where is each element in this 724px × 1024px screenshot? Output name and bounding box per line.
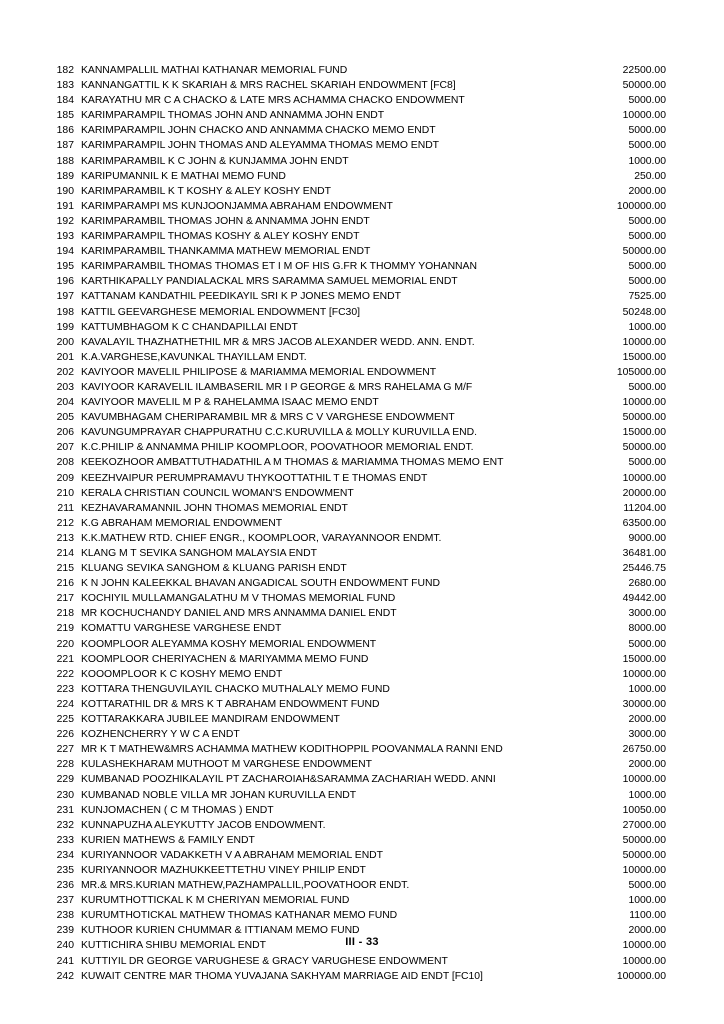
row-number: 220 (56, 638, 74, 650)
row-number: 240 (56, 940, 74, 952)
row-number: 217 (56, 593, 74, 605)
row-number: 211 (57, 502, 74, 514)
row-number: 208 (56, 457, 74, 469)
endowment-name: KARIMPARAMPIL JOHN CHACKO AND ANNAMMA CHACKO MEMO ENDT (81, 125, 436, 137)
row-number: 187 (56, 140, 74, 152)
table-row (48, 637, 667, 652)
endowment-amount: 10000.00 (622, 864, 666, 876)
row-number: 232 (56, 819, 74, 831)
row-number: 182 (56, 65, 74, 76)
endowment-listing (48, 63, 666, 984)
endowment-amount: 5000.00 (628, 638, 666, 650)
endowment-name: K.G ABRAHAM MEMORIAL ENDOWMENT (81, 517, 283, 529)
endowment-name: KANNANGATTIL K K SKARIAH & MRS RACHEL SKARIAH ENDOWMENT [FC8] (81, 80, 456, 92)
endowment-amount: 1000.00 (628, 155, 666, 167)
row-number: 202 (56, 366, 74, 378)
endowment-amount: 30000.00 (622, 698, 666, 710)
endowment-name: KURUMTHOTICKAL MATHEW THOMAS KATHANAR MEMO FUND (81, 910, 398, 922)
endowment-name: KOMATTU VARGHESE VARGHESE ENDT (81, 623, 282, 635)
endowment-amount: 5000.00 (628, 231, 666, 243)
endowment-amount: 10000.00 (622, 668, 666, 680)
endowment-name: KUTTICHIRA SHIBU MEMORIAL ENDT (81, 940, 266, 952)
endowment-name: MR KOCHUCHANDY DANIEL AND MRS ANNAMMA DANIEL ENDT (81, 608, 397, 620)
endowment-amount: 50248.00 (622, 306, 666, 318)
row-number: 196 (56, 276, 74, 288)
row-number: 194 (56, 246, 74, 258)
endowment-amount: 49442.00 (622, 593, 666, 605)
table-row (48, 440, 667, 455)
endowment-amount: 5000.00 (628, 215, 666, 227)
endowment-name: KAVUMBHAGAM CHERIPARAMBIL MR & MRS C V VARGHESE ENDOWMENT (81, 412, 455, 424)
table-row (48, 697, 667, 712)
row-number: 199 (56, 321, 74, 333)
endowment-name: KAVIYOOR KARAVELIL ILAMBASERIL MR I P GEORGE & MRS RAHELAMA G M/F (81, 381, 473, 393)
endowment-amount: 10000.00 (622, 940, 666, 952)
endowment-amount: 11204.00 (623, 502, 666, 514)
row-number: 213 (56, 532, 74, 544)
endowment-amount: 105000.00 (616, 366, 666, 378)
row-number: 206 (56, 427, 74, 439)
table-row (48, 803, 667, 818)
endowment-name: KANNAMPALLIL MATHAI KATHANAR MEMORIAL FUND (81, 65, 348, 76)
endowment-amount: 15000.00 (622, 351, 666, 363)
endowment-name: KERALA CHRISTIAN COUNCIL WOMAN'S ENDOWMENT (81, 487, 354, 499)
endowment-amount: 5000.00 (628, 95, 666, 107)
endowment-name: KEZHAVARAMANNIL JOHN THOMAS MEMORIAL ENDT (81, 502, 348, 514)
endowment-name: KUTTIYIL DR GEORGE VARUGHESE & GRACY VARUGHESE ENDOWMENT (81, 955, 448, 967)
endowment-amount: 100000.00 (616, 970, 666, 982)
table-row (48, 501, 667, 516)
endowment-amount: 5000.00 (628, 880, 666, 892)
table-row (48, 757, 667, 772)
endowment-name: KARIMPARAMPIL THOMAS JOHN AND ANNAMMA JOHN ENDT (81, 110, 385, 122)
table-row (48, 335, 667, 350)
endowment-amount: 15000.00 (622, 427, 666, 439)
endowment-name: KARIMPARAMBIL THOMAS THOMAS ET I M OF HIS G.FR K THOMMY YOHANNAN (81, 261, 477, 273)
table-row (48, 954, 667, 969)
endowment-amount: 10050.00 (622, 804, 666, 816)
endowment-amount: 50000.00 (622, 834, 666, 846)
row-number: 229 (56, 774, 74, 786)
endowment-name: K.K.MATHEW RTD. CHIEF ENGR., KOOMPLOOR, VARAYANNOOR ENDMT. (81, 532, 442, 544)
endowment-name: KUMBANAD NOBLE VILLA MR JOHAN KURUVILLA ENDT (81, 789, 357, 801)
endowment-name: KOTTARATHIL DR & MRS K T ABRAHAM ENDOWMENT FUND (81, 698, 380, 710)
table-row (48, 63, 667, 78)
row-number: 193 (56, 231, 74, 243)
row-number: 200 (56, 336, 74, 348)
table-row (48, 833, 667, 848)
endowment-name: KARIMPARAMPIL THOMAS KOSHY & ALEY KOSHY ENDT (81, 231, 360, 243)
endowment-amount: 2680.00 (628, 578, 666, 590)
endowment-name: KARIMPARAMBIL K T KOSHY & ALEY KOSHY ENDT (81, 185, 331, 197)
table-row (48, 621, 667, 636)
table-row (48, 78, 667, 93)
endowment-name: KOOOMPLOOR K C KOSHY MEMO ENDT (81, 668, 283, 680)
row-number: 230 (56, 789, 74, 801)
table-row (48, 652, 667, 667)
endowment-amount: 100000.00 (616, 200, 666, 212)
row-number: 241 (56, 955, 74, 967)
endowment-amount: 50000.00 (622, 442, 666, 454)
table-row (48, 863, 667, 878)
table-row (48, 788, 667, 803)
table-row (48, 727, 667, 742)
endowment-name: KUNJOMACHEN ( C M THOMAS ) ENDT (81, 804, 274, 816)
row-number: 216 (56, 578, 74, 590)
endowment-amount: 10000.00 (622, 336, 666, 348)
row-number: 184 (56, 95, 74, 107)
endowment-name: KOZHENCHERRY Y W C A ENDT (81, 729, 240, 741)
endowment-amount: 3000.00 (628, 608, 666, 620)
endowment-name: MR K T MATHEW&MRS ACHAMMA MATHEW KODITHOPPIL POOVANMALA RANNI END (81, 744, 503, 756)
table-row (48, 561, 667, 576)
row-number: 209 (56, 472, 74, 484)
endowment-name: KARIPUMANNIL K E MATHAI MEMO FUND (81, 170, 286, 182)
endowment-name: KATTUMBHAGOM K C CHANDAPILLAI ENDT (81, 321, 298, 333)
row-number: 226 (56, 729, 74, 741)
table-row (48, 667, 667, 682)
endowment-amount: 22500.00 (622, 65, 666, 76)
row-number: 231 (56, 804, 74, 816)
endowment-name: KARIMPARAMBIL K C JOHN & KUNJAMMA JOHN ENDT (81, 155, 349, 167)
endowment-amount: 26750.00 (622, 744, 666, 756)
endowment-name: KURIYANNOOR MAZHUKKEETTETHU VINEY PHILIP ENDT (81, 864, 366, 876)
row-number: 239 (56, 925, 74, 937)
endowment-amount: 36481.00 (622, 548, 666, 559)
endowment-amount: 10000.00 (622, 397, 666, 409)
table-row (48, 682, 667, 697)
row-number: 185 (56, 110, 74, 122)
endowment-amount: 63500.00 (622, 517, 666, 529)
row-number: 238 (56, 910, 74, 922)
row-number: 195 (56, 261, 74, 273)
table-row (48, 848, 667, 863)
table-row (48, 244, 667, 259)
row-number: 224 (56, 698, 74, 710)
endowment-amount: 5000.00 (628, 381, 666, 393)
endowment-amount: 20000.00 (622, 487, 666, 499)
table-row (48, 229, 667, 244)
endowment-name: KARIMPARAMBIL THANKAMMA MATHEW MEMORIAL ENDT (81, 246, 371, 258)
endowment-name: KUWAIT CENTRE MAR THOMA YUVAJANA SAKHYAM MARRIAGE AID ENDT [FC10] (81, 970, 483, 982)
endowment-name: KAVIYOOR MAVELIL PHILIPOSE & MARIAMMA MEMORIAL ENDOWMENT (81, 366, 437, 378)
endowment-amount: 10000.00 (622, 774, 666, 786)
endowment-amount: 50000.00 (622, 80, 666, 92)
table-row (48, 516, 667, 531)
endowment-name: KOCHIYIL MULLAMANGALATHU M V THOMAS MEMORIAL FUND (81, 593, 396, 605)
row-number: 203 (56, 381, 74, 393)
endowment-amount: 1100.00 (629, 910, 666, 922)
table-row (48, 380, 667, 395)
table-row (48, 531, 667, 546)
endowment-name: KAVUNGUMPRAYAR CHAPPURATHU C.C.KURUVILLA & MOLLY KURUVILLA END. (81, 427, 477, 439)
table-row (48, 184, 667, 199)
endowment-name: K.C.PHILIP & ANNAMMA PHILIP KOOMPLOOR, POOVATHOOR MEMORIAL ENDT. (81, 442, 474, 454)
endowment-amount: 50000.00 (622, 246, 666, 258)
table-row (48, 712, 667, 727)
table-row (48, 365, 667, 380)
endowment-amount: 1000.00 (628, 789, 666, 801)
endowment-name: KOOMPLOOR ALEYAMMA KOSHY MEMORIAL ENDOWMENT (81, 638, 377, 650)
endowment-name: KOTTARA THENGUVILAYIL CHACKO MUTHALALY MEMO FUND (81, 683, 390, 695)
endowment-name: KURIEN MATHEWS & FAMILY ENDT (81, 834, 255, 846)
endowment-amount: 25446.75 (622, 563, 666, 575)
endowment-name: K N JOHN KALEEKKAL BHAVAN ANGADICAL SOUTH ENDOWMENT FUND (81, 578, 440, 590)
table-row (48, 199, 667, 214)
endowment-amount: 15000.00 (622, 653, 666, 665)
endowment-name: KOTTARAKKARA JUBILEE MANDIRAM ENDOWMENT (81, 714, 340, 726)
row-number: 235 (56, 864, 74, 876)
endowment-name: K.A.VARGHESE,KAVUNKAL THAYILLAM ENDT. (81, 351, 307, 363)
table-row (48, 591, 667, 606)
row-number: 221 (56, 653, 74, 665)
endowment-name: KURUMTHOTTICKAL K M CHERIYAN MEMORIAL FUND (81, 895, 350, 907)
endowment-amount: 5000.00 (628, 457, 666, 469)
endowment-name: KUMBANAD POOZHIKALAYIL PT ZACHAROIAH&SARAMMA ZACHARIAH WEDD. ANNI (81, 774, 496, 786)
endowment-name: KLUANG SEVIKA SANGHOM & KLUANG PARISH ENDT (81, 563, 347, 575)
table-row (48, 576, 667, 591)
row-number: 242 (56, 970, 74, 982)
page-footer: III - 33 (345, 936, 379, 948)
table-row (48, 471, 667, 486)
endowment-amount: 2000.00 (628, 925, 666, 937)
table-row (48, 289, 667, 304)
row-number: 191 (56, 200, 74, 212)
table-row (48, 818, 667, 833)
endowment-amount: 5000.00 (628, 276, 666, 288)
endowment-name: KARIMPARAMPI MS KUNJOONJAMMA ABRAHAM ENDOWMENT (81, 200, 393, 212)
table-row (48, 214, 667, 229)
row-number: 225 (56, 714, 74, 726)
table-row (48, 259, 667, 274)
endowment-name: KEEKOZHOOR AMBATTUTHADATHIL A M THOMAS & MARIAMMA THOMAS MEMO ENT (81, 457, 504, 469)
row-number: 201 (56, 351, 74, 363)
row-number: 227 (56, 744, 74, 756)
row-number: 192 (56, 215, 74, 227)
table-row (48, 908, 667, 923)
table-row (48, 772, 667, 787)
row-number: 188 (56, 155, 74, 167)
table-row (48, 123, 667, 138)
endowment-amount: 50000.00 (622, 849, 666, 861)
endowment-amount: 1000.00 (628, 895, 666, 907)
table-row (48, 320, 667, 335)
table-row (48, 606, 667, 621)
endowment-amount: 3000.00 (628, 729, 666, 741)
endowment-amount: 2000.00 (628, 714, 666, 726)
endowment-amount: 1000.00 (628, 683, 666, 695)
endowment-name: KARTHIKAPALLY PANDIALACKAL MRS SARAMMA SAMUEL MEMORIAL ENDT (81, 276, 458, 288)
endowment-amount: 10000.00 (622, 955, 666, 967)
endowment-amount: 2000.00 (628, 185, 666, 197)
row-number: 223 (56, 683, 74, 695)
row-number: 207 (56, 442, 74, 454)
table-row (48, 546, 667, 561)
endowment-name: KUTHOOR KURIEN CHUMMAR & ITTIANAM MEMO FUND (81, 925, 360, 937)
row-number: 219 (56, 623, 74, 635)
endowment-amount: 8000.00 (628, 623, 666, 635)
row-number: 228 (56, 759, 74, 771)
row-number: 237 (56, 895, 74, 907)
table-row (48, 425, 667, 440)
table-row (48, 108, 667, 123)
endowment-amount: 10000.00 (622, 110, 666, 122)
row-number: 198 (56, 306, 74, 318)
table-row (48, 305, 667, 320)
table-row (48, 410, 667, 425)
table-row (48, 350, 667, 365)
endowment-amount: 5000.00 (628, 125, 666, 137)
table-row (48, 893, 667, 908)
table-row (48, 742, 667, 757)
table-row (48, 455, 667, 470)
endowment-name: KARIMPARAMPIL JOHN THOMAS AND ALEYAMMA THOMAS MEMO ENDT (81, 140, 440, 152)
endowment-name: KOOMPLOOR CHERIYACHEN & MARIYAMMA MEMO FUND (81, 653, 369, 665)
row-number: 205 (56, 412, 74, 424)
table-row (48, 93, 667, 108)
table-row (48, 169, 667, 184)
endowment-amount: 10000.00 (622, 472, 666, 484)
endowment-name: KAVIYOOR MAVELIL M P & RAHELAMMA ISAAC MEMO ENDT (81, 397, 379, 409)
row-number: 233 (56, 834, 74, 846)
table-row (48, 154, 667, 169)
row-number: 212 (56, 517, 74, 529)
table-row (48, 969, 667, 984)
row-number: 236 (56, 880, 74, 892)
endowment-amount: 9000.00 (628, 532, 666, 544)
endowment-table-body (48, 63, 667, 984)
row-number: 218 (56, 608, 74, 620)
row-number: 189 (56, 170, 74, 182)
row-number: 183 (56, 80, 74, 92)
endowment-amount: 27000.00 (622, 819, 666, 831)
endowment-amount: 5000.00 (628, 140, 666, 152)
row-number: 222 (56, 668, 74, 680)
endowment-name: KARIMPARAMBIL THOMAS JOHN & ANNAMMA JOHN ENDT (81, 215, 370, 227)
endowment-name: KAVALAYIL THAZHATHETHIL MR & MRS JACOB ALEXANDER WEDD. ANN. ENDT. (81, 336, 475, 348)
endowment-table (48, 63, 667, 984)
row-number: 204 (56, 397, 74, 409)
endowment-amount: 50000.00 (622, 412, 666, 424)
endowment-name: KUNNAPUZHA ALEYKUTTY JACOB ENDOWMENT. (81, 819, 326, 831)
endowment-name: KATTANAM KANDATHIL PEEDIKAYIL SRI K P JONES MEMO ENDT (81, 291, 401, 303)
table-row (48, 138, 667, 153)
row-number: 190 (56, 185, 74, 197)
endowment-name: KARAYATHU MR C A CHACKO & LATE MRS ACHAMMA CHACKO ENDOWMENT (81, 95, 465, 107)
endowment-name: MR.& MRS.KURIAN MATHEW,PAZHAMPALLIL,POOVATHOOR ENDT. (81, 880, 410, 892)
endowment-amount: 250.00 (634, 170, 666, 182)
endowment-amount: 5000.00 (628, 261, 666, 273)
table-row (48, 395, 667, 410)
table-row (48, 878, 667, 893)
endowment-amount: 2000.00 (628, 759, 666, 771)
endowment-name: KLANG M T SEVIKA SANGHOM MALAYSIA ENDT (81, 548, 317, 559)
endowment-amount: 1000.00 (628, 321, 666, 333)
table-row (48, 486, 667, 501)
row-number: 215 (56, 563, 74, 575)
table-row (48, 274, 667, 289)
row-number: 186 (56, 125, 74, 137)
endowment-name: KATTIL GEEVARGHESE MEMORIAL ENDOWMENT [FC30] (81, 306, 360, 318)
row-number: 197 (56, 291, 74, 303)
row-number: 234 (56, 849, 74, 861)
endowment-name: KULASHEKHARAM MUTHOOT M VARGHESE ENDOWMENT (81, 759, 372, 771)
endowment-amount: 7525.00 (628, 291, 666, 303)
endowment-name: KURIYANNOOR VADAKKETH V A ABRAHAM MEMORIAL ENDT (81, 849, 383, 861)
row-number: 214 (56, 548, 74, 559)
row-number: 210 (56, 487, 74, 499)
endowment-name: KEEZHVAIPUR PERUMPRAMAVU THYKOOTTATHIL T E THOMAS ENDT (81, 472, 428, 484)
